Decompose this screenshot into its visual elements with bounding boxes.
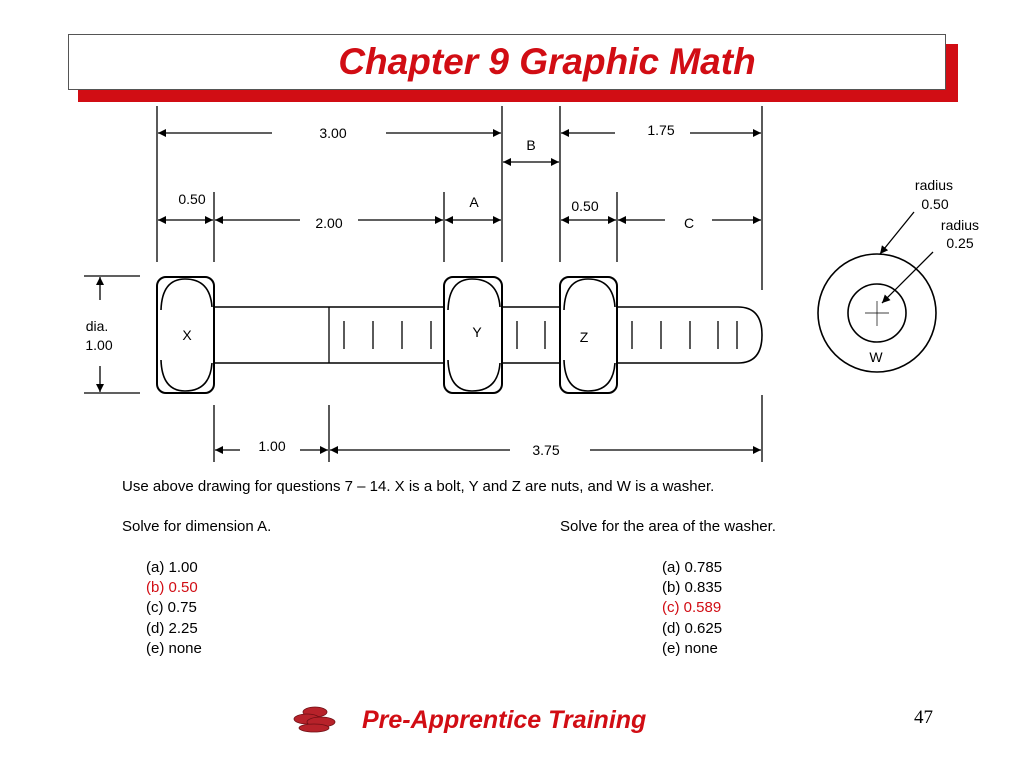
question-right-option-b: (b) 0.835 [662, 579, 723, 596]
dim-1-00-bottom: 1.00 [258, 438, 286, 454]
dia-label: dia. [85, 318, 109, 334]
label-x: X [182, 327, 192, 343]
dim-1-75: 1.75 [647, 122, 675, 138]
question-right-option-d: (d) 0.625 [662, 620, 723, 637]
question-right-option-c: (c) 0.589 [662, 599, 722, 616]
instructions-text: Use above drawing for questions 7 – 14. X is a bolt, Y and Z are nuts, and W is a washer. [122, 478, 715, 495]
question-left-option-c: (c) 0.75 [146, 599, 197, 616]
label-y: Y [472, 324, 482, 340]
dim-0-50-left: 0.50 [178, 191, 206, 207]
dim-3-00: 3.00 [319, 125, 347, 141]
dim-0-50-right: 0.50 [571, 198, 599, 214]
question-left-option-a: (a) 1.00 [146, 559, 198, 576]
question-left-option-e: (e) none [146, 640, 202, 657]
question-right-option-e: (e) none [662, 640, 718, 657]
dim-3-75: 3.75 [532, 442, 560, 458]
question-right-option-a: (a) 0.785 [662, 559, 723, 576]
dia-value: 1.00 [85, 337, 113, 353]
dim-b: B [526, 137, 536, 153]
question-left-option-b: (b) 0.50 [146, 579, 198, 596]
dim-c: C [683, 215, 695, 231]
brand-logo-icon [292, 704, 338, 734]
dim-a: A [469, 194, 479, 210]
label-z: Z [579, 329, 589, 345]
footer-brand: Pre-Apprentice Training [362, 706, 647, 734]
page-title: Chapter 9 Graphic Math [338, 41, 756, 82]
question-left-option-d: (d) 2.25 [146, 620, 198, 637]
dim-2-00: 2.00 [315, 215, 343, 231]
radius-outer-label: radius [914, 177, 954, 193]
radius-inner-label: radius [940, 217, 980, 233]
page-number: 47 [914, 707, 933, 728]
question-left-prompt: Solve for dimension A. [122, 518, 272, 535]
label-w: W [869, 349, 883, 365]
radius-outer-value: 0.50 [921, 196, 949, 212]
question-right-prompt: Solve for the area of the washer. [560, 518, 776, 535]
radius-inner-value: 0.25 [946, 235, 974, 251]
